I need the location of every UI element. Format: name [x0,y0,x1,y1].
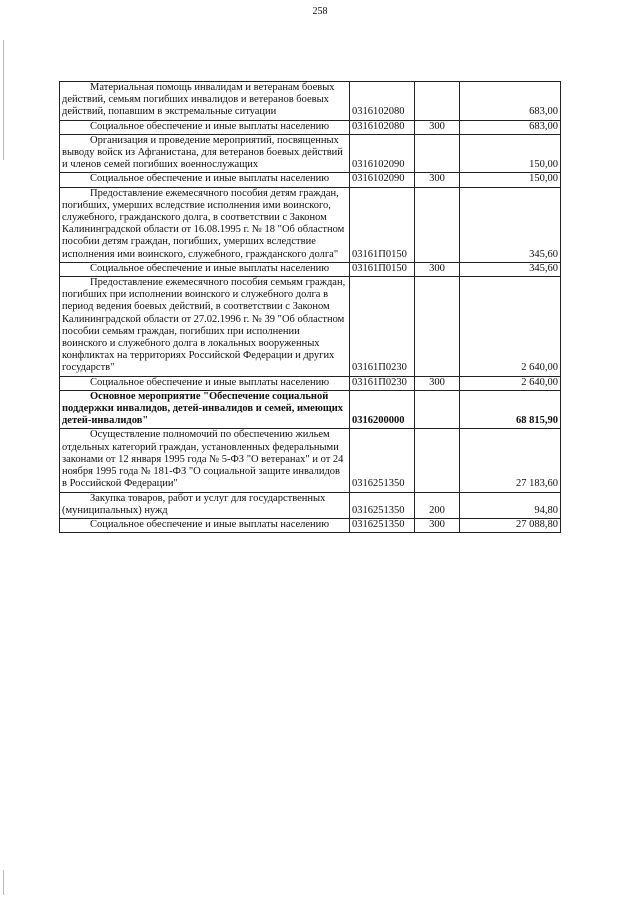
row-expense-type-cell: 300 [415,262,460,276]
row-amount-cell: 2 640,00 [460,277,561,377]
row-code-cell: 0316251350 [350,518,415,532]
row-amount-cell: 27 183,60 [460,429,561,492]
row-amount-cell: 68 815,90 [460,390,561,429]
row-name-cell: Основное мероприятие "Обеспечение социальной поддержки инвалидов, детей-инвалидов и семей, имеющих детей-инвалидов" [60,390,350,429]
table-row [60,390,561,429]
row-code-cell: 0316200000 [350,390,415,429]
row-code-cell: 0316251350 [350,429,415,492]
row-code-cell: 0316102090 [350,134,415,173]
row-code-cell: 03161П0150 [350,187,415,262]
row-expense-type-cell: 300 [415,173,460,187]
row-expense-type-cell: 200 [415,492,460,518]
table-row [60,376,561,390]
row-code-cell: 0316102080 [350,120,415,134]
row-name-cell: Социальное обеспечение и иные выплаты населению [60,376,350,390]
scan-margin-mark [3,40,4,160]
row-expense-type-cell: 300 [415,376,460,390]
table-row [60,82,561,121]
row-expense-type-cell [415,82,460,121]
row-expense-type-cell [415,390,460,429]
row-code-cell: 0316102090 [350,173,415,187]
row-code-cell: 03161П0150 [350,262,415,276]
table-row [60,134,561,173]
row-expense-type-cell [415,277,460,377]
row-code-cell: 03161П0230 [350,277,415,377]
row-amount-cell: 345,60 [460,262,561,276]
row-expense-type-cell [415,429,460,492]
row-name-cell: Закупка товаров, работ и услуг для государственных (муниципальных) нужд [60,492,350,518]
row-amount-cell: 683,00 [460,120,561,134]
row-name-cell: Социальное обеспечение и иные выплаты населению [60,120,350,134]
table-row [60,429,561,492]
row-code-cell: 03161П0230 [350,376,415,390]
table-row [60,518,561,532]
table-row [60,277,561,377]
row-name-cell: Предоставление ежемесячного пособия семьям граждан, погибших при исполнении воинского и служебного долга в период ведения боевых действий, в соответствии с Законом Калининградской области от 27.02.1996 г. № 39 "Об областном пособии семьям граждан, погибших при исполнении воинского и служебного долга в локальных вооруженных конфликтах на территориях Российской Федерации и других государств" [60,277,350,377]
row-amount-cell: 683,00 [460,82,561,121]
budget-table [59,81,561,533]
row-expense-type-cell [415,187,460,262]
row-amount-cell: 2 640,00 [460,376,561,390]
table-row [60,492,561,518]
row-amount-cell: 94,80 [460,492,561,518]
row-name-cell: Организация и проведение мероприятий, посвященных выводу войск из Афганистана, для ветеранов боевых действий и членов семей погибших военнослужащих [60,134,350,173]
row-name-cell: Материальная помощь инвалидам и ветеранам боевых действий, семьям погибших инвалидов и ветеранов боевых действий, попавшим в экстремальные ситуации [60,82,350,121]
table-row [60,120,561,134]
row-code-cell: 0316251350 [350,492,415,518]
row-amount-cell: 150,00 [460,173,561,187]
table-row [60,187,561,262]
row-name-cell: Предоставление ежемесячного пособия детям граждан, погибших, умерших вследствие исполнения ими воинского, служебного, гражданского долга, в соответствии с Законом Калининградской области от 16.08.1995 г. № 18 "Об областном пособии детям граждан, погибших, умерших вследствие исполнения ими воинского, служебного, гражданского долга" [60,187,350,262]
page-number: 258 [312,6,328,17]
row-expense-type-cell: 300 [415,518,460,532]
row-name-cell: Социальное обеспечение и иные выплаты населению [60,518,350,532]
row-name-cell: Социальное обеспечение и иные выплаты населению [60,262,350,276]
row-amount-cell: 27 088,80 [460,518,561,532]
row-code-cell: 0316102080 [350,82,415,121]
row-expense-type-cell: 300 [415,120,460,134]
scan-margin-mark [3,870,4,895]
row-expense-type-cell [415,134,460,173]
row-amount-cell: 345,60 [460,187,561,262]
row-amount-cell: 150,00 [460,134,561,173]
table-row [60,173,561,187]
table-row [60,262,561,276]
row-name-cell: Осуществление полномочий по обеспечению жильем отдельных категорий граждан, установленных федеральными законами от 12 января 1995 года № 5-ФЗ "О ветеранах" и от 24 ноября 1995 года № 181-ФЗ "О социальной защите инвалидов в Российской Федерации" [60,429,350,492]
row-name-cell: Социальное обеспечение и иные выплаты населению [60,173,350,187]
